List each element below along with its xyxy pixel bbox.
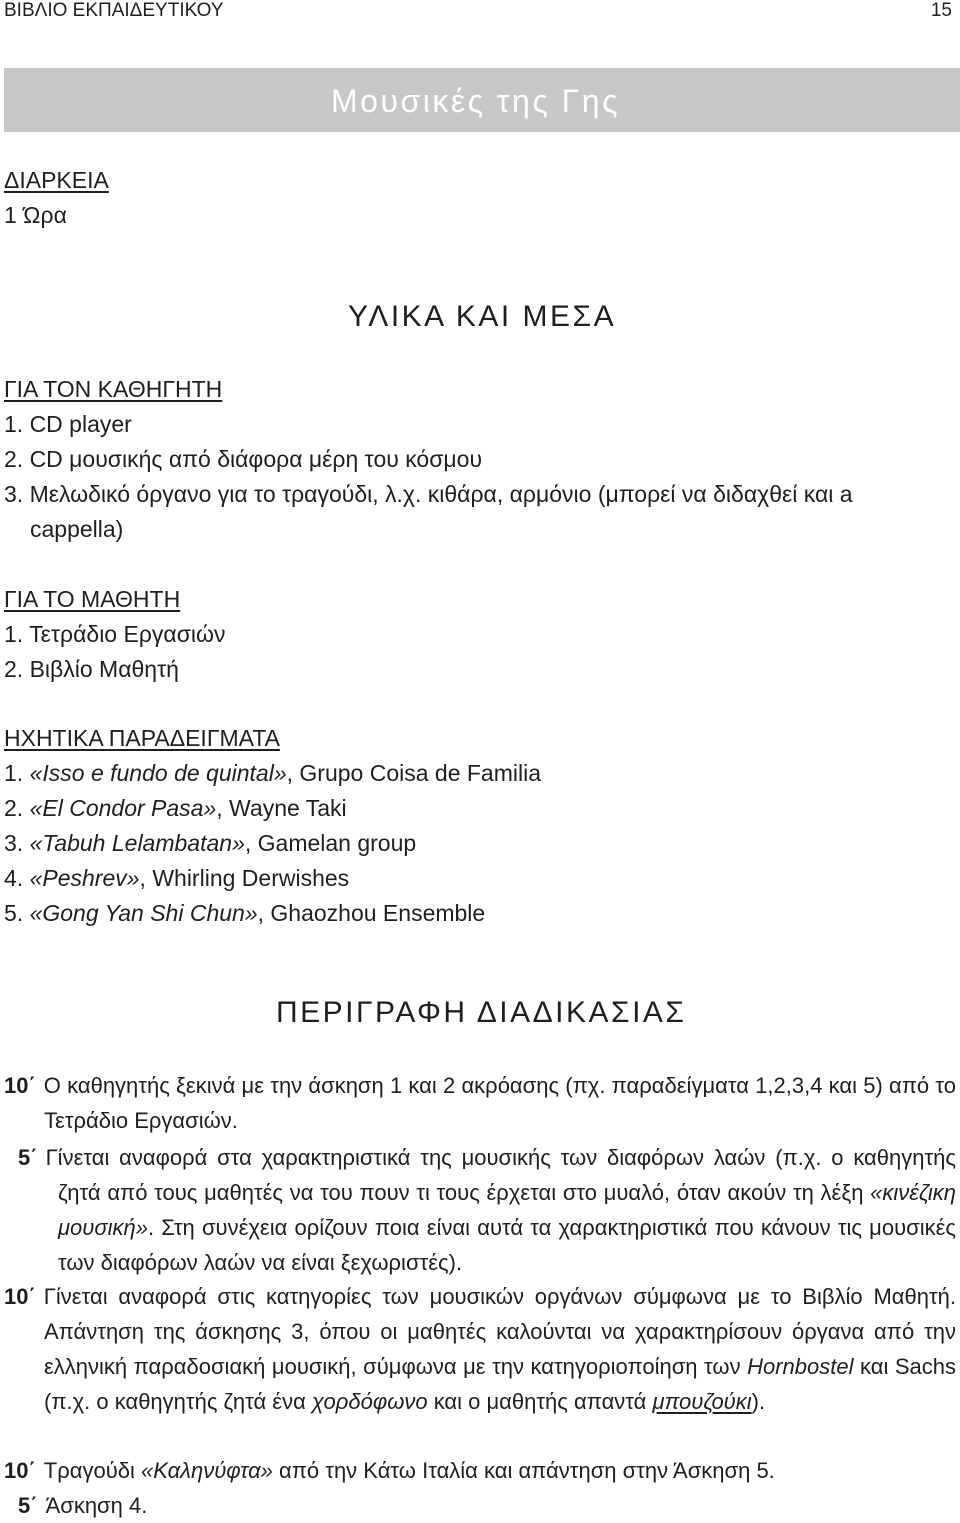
procedure-heading: ΠΕΡΙΓΡΑΦΗ ΔΙΑΔΙΚΑΣΙΑΣ bbox=[276, 996, 687, 1029]
duration-value: 1 Ώρα bbox=[4, 202, 67, 228]
list-item: 1. Τετράδιο Εργασιών bbox=[4, 621, 226, 647]
student-materials-label: ΓΙΑ ΤΟ ΜΑΘΗΤΗ bbox=[4, 586, 181, 612]
teacher-materials-label: ΓΙΑ ΤΟΝ ΚΑΘΗΓΗΤΗ bbox=[4, 376, 223, 402]
duration-label: ΔΙΑΡΚΕΙΑ bbox=[4, 167, 109, 193]
lesson-title: Μουσικές της Γης bbox=[331, 83, 620, 119]
list-item: 1. «Isso e fundo de quintal», Grupo Coisa de Familia bbox=[4, 760, 542, 786]
list-item: 1. CD player bbox=[4, 411, 132, 437]
book-title: ΒΙΒΛΙΟ ΕΚΠΑΙΔΕΥΤΙΚΟΥ bbox=[4, 0, 224, 21]
list-item: 2. «El Condor Pasa», Wayne Taki bbox=[4, 795, 347, 821]
procedure-step-4: 10΄ Τραγούδι «Καληνύφτα» από την Κάτω Ιταλία και απάντηση στην Άσκηση 5. bbox=[4, 1458, 775, 1483]
list-item: 2. Βιβλίο Μαθητή bbox=[4, 656, 179, 682]
lesson-title-band bbox=[4, 68, 960, 132]
materials-heading: ΥΛΙΚΑ ΚΑΙ ΜΕΣΑ bbox=[348, 300, 617, 333]
audio-examples-list bbox=[4, 756, 541, 931]
list-item: 3. «Tabuh Lelambatan», Gamelan group bbox=[4, 830, 417, 856]
list-item: 5. «Gong Yan Shi Chun», Ghaozhou Ensemble bbox=[4, 900, 486, 926]
page-header bbox=[0, 0, 960, 26]
teacher-materials-list bbox=[4, 407, 950, 547]
list-item: 2. CD μουσικής από διάφορα μέρη του κόσμου bbox=[4, 446, 483, 472]
procedure-step-5: 5΄ Άσκηση 4. bbox=[18, 1493, 148, 1518]
list-item: 4. «Peshrev», Whirling Derwishes bbox=[4, 865, 350, 891]
list-item: 3. Μελωδικό όργανο για το τραγούδι, λ.χ. κιθάρα, αρμόνιο (μπορεί να διδαχθεί και a cappella) bbox=[4, 481, 853, 542]
student-materials-list bbox=[4, 617, 225, 687]
page-number: 15 bbox=[930, 0, 952, 21]
procedure-step-1: 10΄ Ο καθηγητής ξεκινά με την άσκηση 1 και 2 ακρόασης (πχ. παραδείγματα 1,2,3,4 και 5) από το Τετράδιο Εργασιών. bbox=[4, 1073, 956, 1133]
procedure-step-2: 5΄ Γίνεται αναφορά στα χαρακτηριστικά της μουσικής των διαφόρων λαών (π.χ. ο καθηγητής ζητά από τους μαθητές να του πουν τι τους έρχεται στο μυαλό, όταν ακούν τη λέξη «κινέζικη μουσική». Στη συνέχεια ορίζουν ποια είναι αυτά τα χαρακτηριστικά που κάνουν τις μουσικές των διαφόρων λαών να είναι ξεχωριστές). bbox=[18, 1145, 956, 1275]
procedure-step-3: 10΄ Γίνεται αναφορά στις κατηγορίες των μουσικών οργάνων σύμφωνα με το Βιβλίο Μαθητή. Απάντηση της άσκησης 3, όπου οι μαθητές καλούνται να χαρακτηρίσουν όργανα από την ελληνική παραδοσιακή μουσική, σύμφωνα με την κατηγοριοποίηση των Hornbostel και Sachs (π.χ. ο καθηγητής ζητά ένα χορδόφωνο και ο μαθητής απαντά μπουζούκι). bbox=[4, 1284, 956, 1414]
audio-examples-label: ΗΧΗΤΙΚΑ ΠΑΡΑΔΕΙΓΜΑΤΑ bbox=[4, 725, 280, 751]
